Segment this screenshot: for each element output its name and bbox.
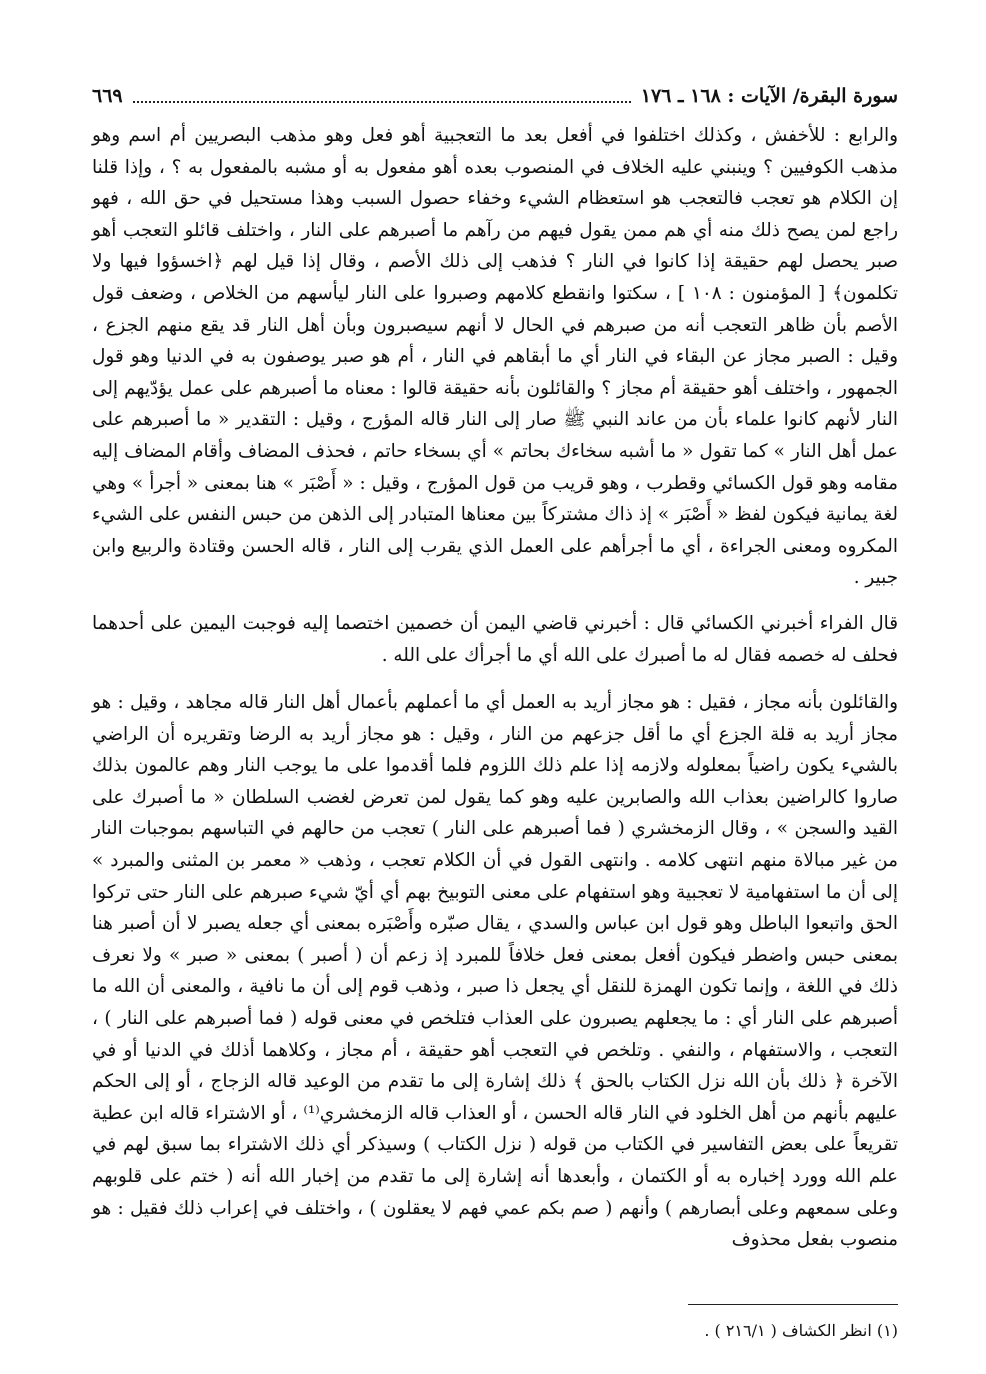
page-number: ٦٦٩ [92,85,123,107]
footnote-rule [688,1304,898,1305]
document-page [92,82,898,1372]
paragraph-1: والرابع : للأخفش ، وكذلك اختلفوا في أفعل بعد ما التعجبية أهو فعل وهو مذهب البصريين أم اسم وهو مذهب الكوفيين ؟ وينبني عليه الخلاف في المنصوب بعده أهو مفعول به أو مشبه بالمفعول به ؟ ، وإذا قلنا إن الكلام هو تعجب فالتعجب هو استعظام الشيء وخفاء حصول السبب وهذا مستحيل في حق الله ، فهو راجع لمن يصح ذلك منه أي هم ممن يقول فيهم من رآهم ما أصبرهم على النار ، واختلف قائلو التعجب أهو صبر يحصل لهم حقيقة إذا كانوا في النار ؟ فذهب إلى ذلك الأصم ، وقال إذا قيل لهم ﴿اخسؤوا فيها ولا تكلمون﴾ [ المؤمنون : ١٠٨ ] ، سكتوا وانقطع كلامهم وصبروا على النار ليأسهم من الخلاص ، وضعف قول الأصم بأن ظاهر التعجب أنه من صبرهم في الحال لا أنهم سيصبرون وبأن أهل النار قد يقع منهم الجزع ، وقيل : الصبر مجاز عن البقاء في النار أي ما أبقاهم في النار ، أم هو صبر يوصفون به في الدنيا وهو قول الجمهور ، واختلف أهو حقيقة أم مجاز ؟ والقائلون بأنه حقيقة قالوا : معناه ما أصبرهم على عمل يؤدّيهم إلى النار لأنهم كانوا علماء بأن من عاند النبي ﷺ صار إلى النار قاله المؤرج ، وقيل : التقدير « ما أصبرهم على عمل أهل النار » كما تقول « ما أشبه سخاءك بحاتم » أي بسخاء حاتم ، فحذف المضاف وأقام المضاف إليه مقامه وهو قول الكسائي وقطرب ، وهو قريب من قول المؤرج ، وقيل : « أَصْبَر » هنا بمعنى « أجرأ » وهي لغة يمانية فيكون لفظ « أَصْبَر » إذ ذاك مشتركاً بين معناها المتبادر إلى الذهن من حبس النفس على الشيء المكروه ومعنى الجراءة ، أي ما أجرأهم على العمل الذي يقرب إلى النار ، قاله الحسن وقتادة والربيع وابن جبير . [92,125,898,589]
footnote: (١) انظر الكشاف ( ٢١٦/١ ) . [704,1321,898,1340]
running-header [92,82,898,110]
paragraph-3: والقائلون بأنه مجاز ، فقيل : هو مجاز أريد به العمل أي ما أعملهم بأعمال أهل النار قاله مجاهد ، وقيل : هو مجاز أريد به قلة الجزع أي ما أقل جزعهم من النار ، وقيل : هو مجاز أريد به الرضا وتقريره أن الراضي بالشيء يكون راضياً بمعلوله ولازمه إذا علم ذلك اللزوم فلما أقدموا على ما يوجب النار وهم عالمون بذلك صاروا كالراضين بعذاب الله والصابرين عليه وهو كما يقول لمن تعرض لغضب السلطان « ما أصبرك على القيد والسجن » ، وقال الزمخشري ( فما أصبرهم على النار ) تعجب من حالهم في التباسهم بموجبات النار من غير مبالاة منهم انتهى كلامه . وانتهى القول في أن الكلام تعجب ، وذهب « معمر بن المثنى والمبرد » إلى أن ما استفهامية لا تعجبية وهو استفهام على معنى التوبيخ بهم أي أيّ شيء صبرهم على النار حتى تركوا الحق واتبعوا الباطل وهو قول ابن عباس والسدي ، يقال صبّره وأَصْبَره بمعنى أي جعله يصبر لا أن أصبر هنا بمعنى حبس واضطر فيكون أفعل بمعنى فعل خلافاً للمبرد إذ زعم أن ( أصبر ) بمعنى « صبر » ولا نعرف ذلك في اللغة ، وإنما تكون الهمزة للنقل أي يجعل ذا صبر ، وذهب قوم إلى أن ما نافية ، والمعنى أن الله ما أصبرهم على النار أي : ما يجعلهم يصبرون على العذاب فتلخص في معنى قوله ( فما أصبرهم على النار ) ، التعجب ، والاستفهام ، والنفي . وتلخص في التعجب أهو حقيقة ، أم مجاز ، وكلاهما أذلك في الدنيا أو في الآخرة ﴿ ذلك بأن الله نزل الكتاب بالحق ﴾ ذلك إشارة إلى ما تقدم من الوعيد قاله الزجاج ، أو إلى الحكم عليهم بأنهم من أهل الخلود في النار قاله الحسن ، أو العذاب قاله الزمخشري⁽¹⁾ ، أو الاشتراء قاله ابن عطية تقريعاً على بعض التفاسير في الكتاب من قوله ( نزل الكتاب ) وسيذكر أي ذلك الاشتراء بما سبق لهم في علم الله وورد إخباره به أو الكتمان ، وأبعدها أنه إشارة إلى ما تقدم من إخبار الله أنه ( ختم على قلوبهم وعلى سمعهم وعلى أبصارهم ) وأنهم ( صم بكم عمي فهم لا يعقلون ) ، واختلف في إعراب ذلك فقيل : هو منصوب بفعل محذوف [92,692,898,1251]
paragraph-2: قال الفراء أخبرني الكسائي قال : أخبرني قاضي اليمن أن خصمين اختصما إليه فوجبت اليمين على أحدهما فحلف له خصمه فقال له ما أصبرك على الله أي ما أجرأك على الله . [92,612,898,666]
leader-dots [133,101,631,103]
surah-title: سورة البقرة/ الآيات : ١٦٨ ـ ١٧٦ [640,85,898,107]
